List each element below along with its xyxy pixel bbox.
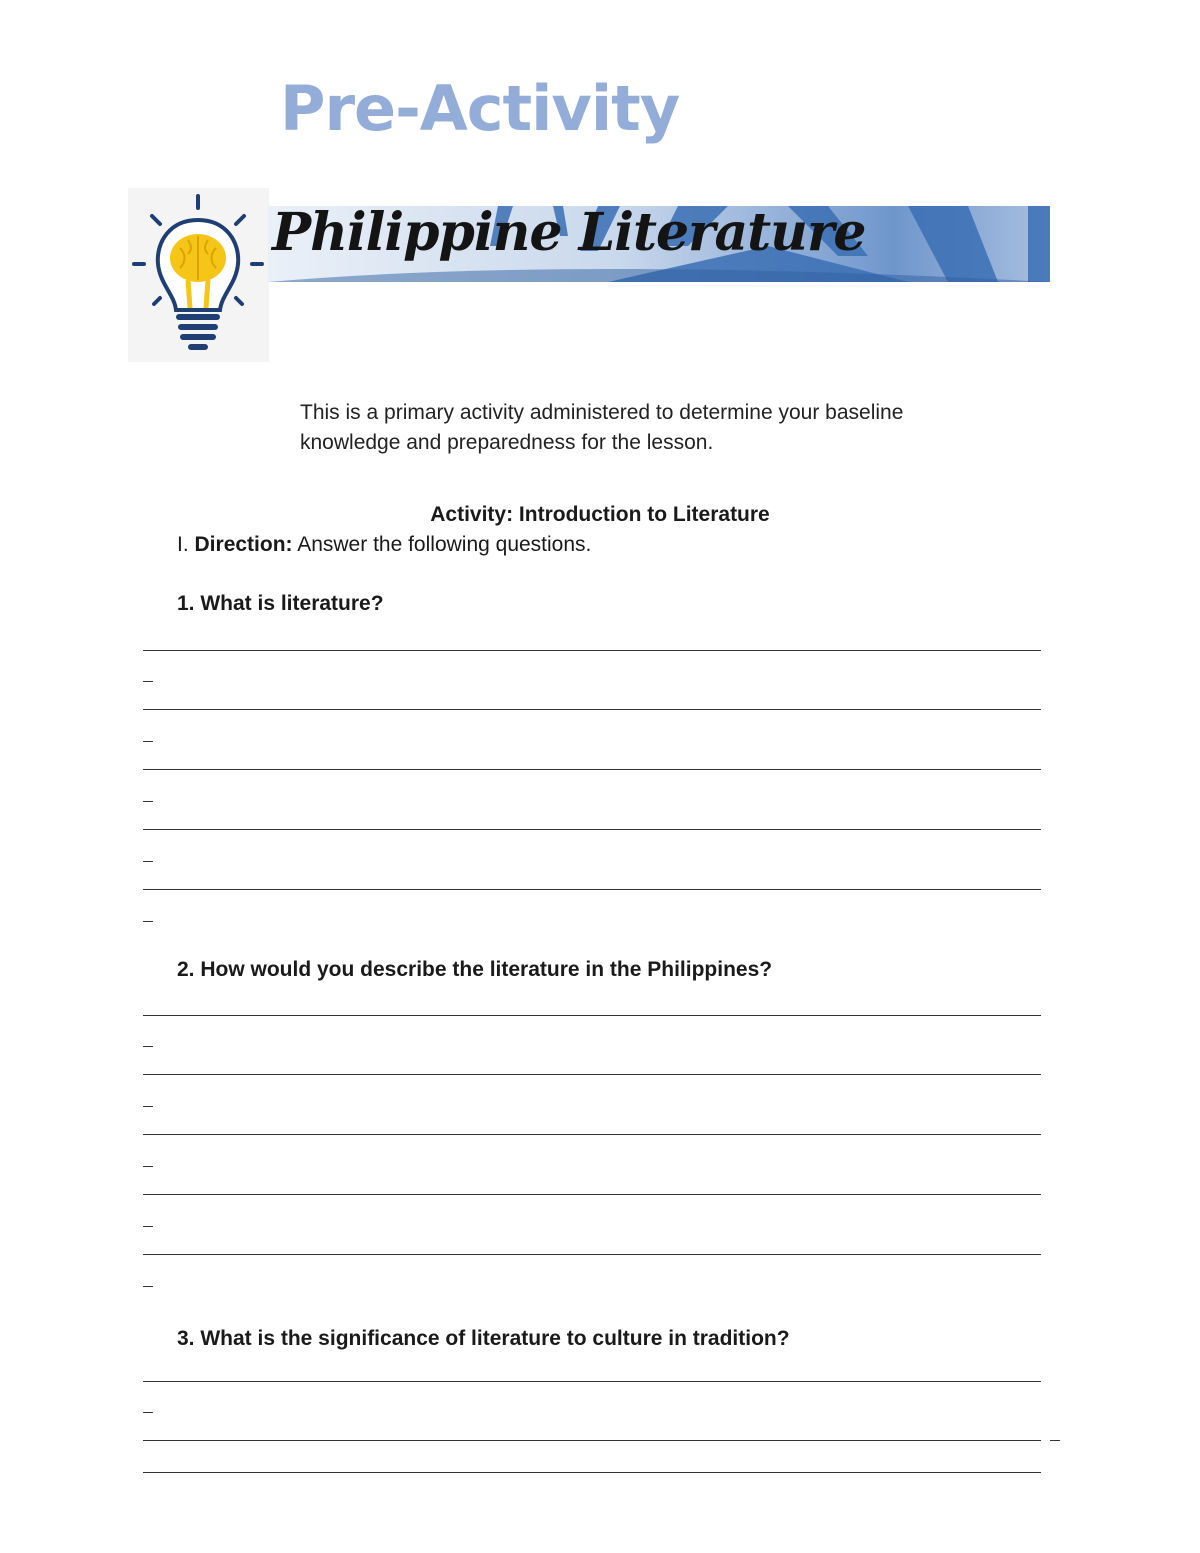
answer-line-tail <box>143 861 153 862</box>
answer-line[interactable] <box>143 1134 1041 1135</box>
answer-line[interactable] <box>143 769 1041 770</box>
answer-line[interactable] <box>143 1015 1041 1016</box>
answer-line-tail <box>143 741 153 742</box>
direction-label: Direction: <box>194 533 293 556</box>
direction-prefix: I. <box>177 533 195 556</box>
answer-line-tail <box>143 681 153 682</box>
lightbulb-brain-icon <box>128 188 269 362</box>
page-title: Pre-Activity <box>280 72 680 145</box>
answer-line[interactable] <box>143 829 1041 830</box>
answer-line[interactable] <box>143 1194 1041 1195</box>
direction <box>177 533 591 557</box>
banner-title: Philippine Literature <box>272 202 866 263</box>
answer-line[interactable] <box>143 1381 1041 1382</box>
answer-line-tail <box>143 1226 153 1227</box>
answer-line[interactable] <box>143 1254 1041 1255</box>
answer-line-tail <box>143 1046 153 1047</box>
answer-line-tail <box>143 801 153 802</box>
answer-line-tail <box>143 1286 153 1287</box>
answer-line[interactable] <box>143 650 1041 651</box>
intro-line-2: knowledge and preparedness for the lesson. <box>300 431 714 454</box>
answer-line[interactable] <box>143 709 1041 710</box>
question-2: 2. How would you describe the literature in the Philippines? <box>177 958 773 981</box>
answer-line-tail <box>1050 1440 1060 1441</box>
answer-line[interactable] <box>143 1440 1041 1441</box>
intro-line-1: This is a primary activity administered to determine your baseline <box>300 401 904 424</box>
answer-line-tail <box>143 1166 153 1167</box>
answer-line[interactable] <box>143 1074 1041 1075</box>
question-1: 1. What is literature? <box>177 592 384 615</box>
activity-heading: Activity: Introduction to Literature <box>430 503 770 526</box>
answer-line-tail <box>143 1106 153 1107</box>
question-3: 3. What is the significance of literature to culture in tradition? <box>177 1327 790 1350</box>
direction-text: Answer the following questions. <box>292 533 592 556</box>
answer-line-tail <box>143 921 153 922</box>
answer-line[interactable] <box>143 1472 1041 1473</box>
answer-line[interactable] <box>143 889 1041 890</box>
answer-line-tail <box>143 1412 153 1413</box>
